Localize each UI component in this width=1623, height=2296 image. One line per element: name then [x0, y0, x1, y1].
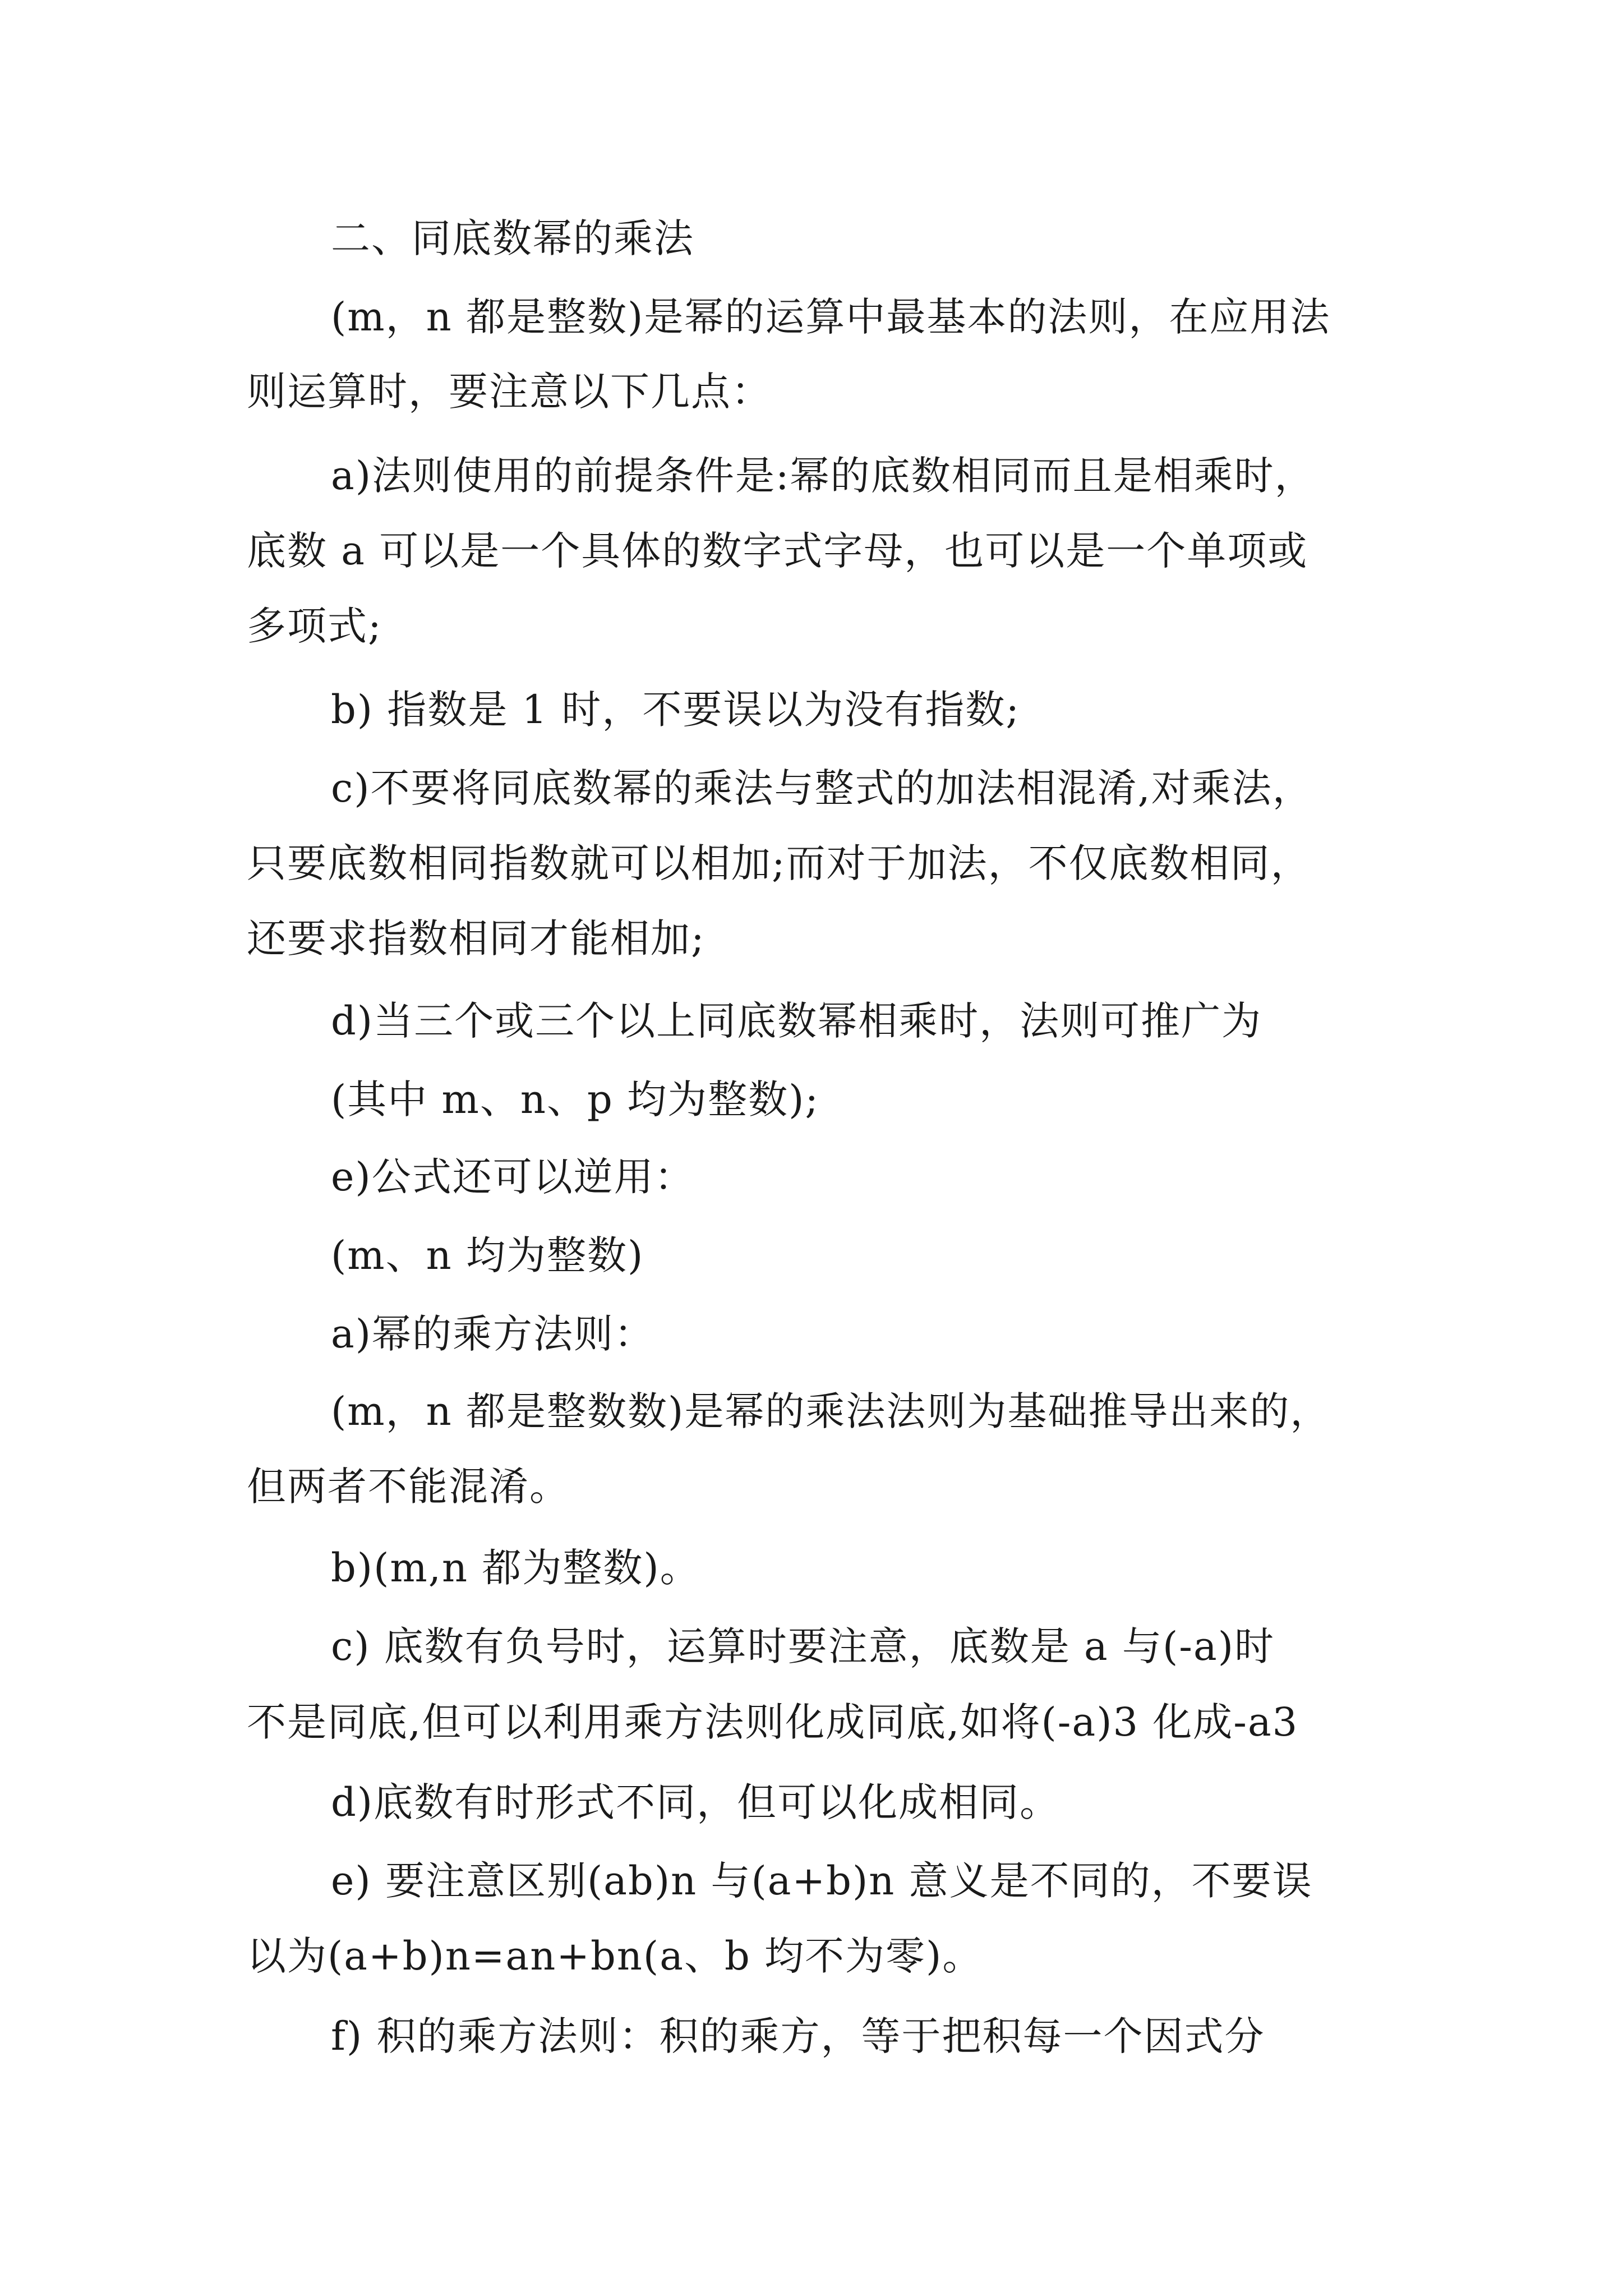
paragraph-line: a)幂的乘方法则： [331, 1311, 655, 1357]
paragraph-line: (m、n 均为整数) [331, 1232, 644, 1278]
paragraph-line: 但两者不能混淆。 [247, 1464, 570, 1510]
paragraph-line: (m，n 都是整数)是幂的运算中最基本的法则，在应用法 [331, 294, 1331, 340]
paragraph-line: d)底数有时形式不同，但可以化成相同。 [331, 1779, 1061, 1825]
paragraph-line: e)公式还可以逆用： [331, 1154, 695, 1200]
paragraph-line: 以为(a+b)n=an+bn(a、b 均不为零)。 [247, 1933, 983, 1979]
paragraph-line: 还要求指数相同才能相加; [247, 915, 706, 961]
paragraph-line: (m，n 都是整数数)是幂的乘法法则为基础推导出来的， [331, 1388, 1331, 1434]
paragraph-line: 不是同底,但可以利用乘方法则化成同底,如将(-a)3 化成-a3 [247, 1699, 1299, 1745]
paragraph-line: 只要底数相同指数就可以相加;而对于加法，不仅底数相同， [247, 840, 1311, 886]
paragraph-line: c) 底数有负号时，运算时要注意，底数是 a 与(-a)时 [331, 1623, 1275, 1669]
paragraph-line: (其中 m、n、p 均为整数); [331, 1076, 819, 1122]
paragraph-line: 则运算时，要注意以下几点： [247, 369, 772, 415]
paragraph-line: d)当三个或三个以上同底数幂相乘时，法则可推广为 [331, 998, 1262, 1044]
paragraph-line: 多项式; [247, 603, 382, 649]
paragraph-line: c)不要将同底数幂的乘法与整式的加法相混淆,对乘法， [331, 765, 1313, 811]
paragraph-line: f) 积的乘方法则：积的乘方，等于把积每一个因式分 [331, 2013, 1265, 2059]
paragraph-line: a)法则使用的前提条件是:幂的底数相同而且是相乘时， [331, 453, 1315, 499]
paragraph-line: 底数 a 可以是一个具体的数字式字母，也可以是一个单项或 [247, 528, 1308, 574]
paragraph-line: e) 要注意区别(ab)n 与(a+b)n 意义是不同的，不要误 [331, 1858, 1313, 1904]
paragraph-line: b) 指数是 1 时，不要误以为没有指数; [331, 687, 1020, 733]
paragraph-line: b)(m,n 都为整数)。 [331, 1545, 700, 1591]
section-heading: 二、同底数幂的乘法 [331, 215, 694, 261]
